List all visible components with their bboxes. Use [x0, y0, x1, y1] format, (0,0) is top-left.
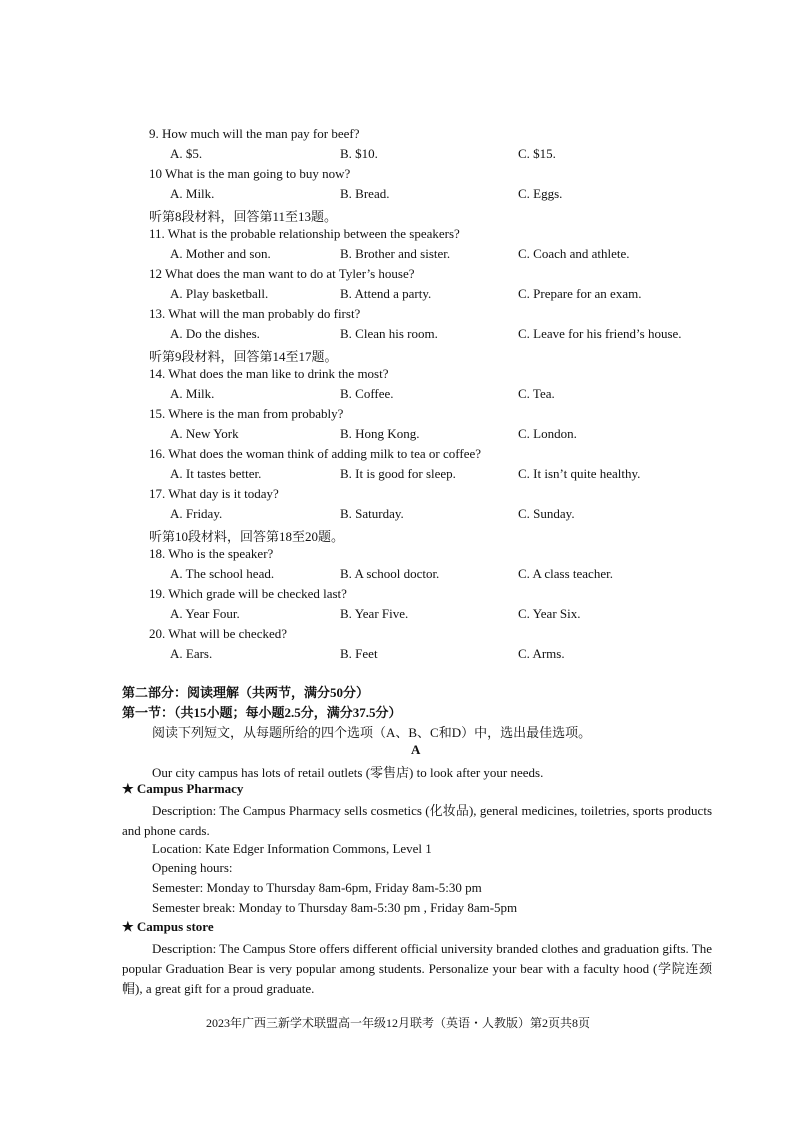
part-two-title: 第二部分：阅读理解（共两节，满分50分）	[122, 685, 370, 700]
option-a: A. Milk.	[170, 386, 215, 401]
option-c: C. Year Six.	[518, 606, 581, 621]
option-b: B. Hong Kong.	[340, 426, 420, 441]
pharmacy-location: Location: Kate Edger Information Commons, Level 1	[152, 841, 432, 856]
option-a: A. Milk.	[170, 186, 215, 201]
option-b: B. It is good for sleep.	[340, 466, 456, 481]
question-text: 17. What day is it today?	[149, 486, 279, 501]
option-c: C. Prepare for an exam.	[518, 286, 642, 301]
option-c: C. A class teacher.	[518, 566, 613, 581]
pharmacy-heading: ★ Campus Pharmacy	[122, 781, 244, 796]
question-text: 9. How much will the man pay for beef?	[149, 126, 360, 141]
option-a: A. The school head.	[170, 566, 275, 581]
page-footer: 2023年广西三新学术联盟高一年级12月联考（英语・人教版）第2页共8页	[206, 1016, 591, 1030]
option-c: C. Tea.	[518, 386, 555, 401]
passage-label: A	[411, 742, 421, 757]
option-a: A. Ears.	[170, 646, 213, 661]
option-a: A. $5.	[170, 146, 203, 161]
question-text: 13. What will the man probably do first?	[149, 306, 361, 321]
question-text: 20. What will be checked?	[149, 626, 288, 641]
question-text: 15. Where is the man from probably?	[149, 406, 344, 421]
option-b: B. Bread.	[340, 186, 390, 201]
option-c: C. $15.	[518, 146, 556, 161]
option-a: A. It tastes better.	[170, 466, 262, 481]
store-heading: ★ Campus store	[122, 919, 214, 934]
passage-intro: Our city campus has lots of retail outlets (零售店) to look after your needs.	[152, 765, 544, 780]
question-text: 11. What is the probable relationship between the speakers?	[149, 226, 460, 241]
option-b: B. Feet	[340, 646, 378, 661]
store-description: Description: The Campus Store offers different official university branded clothes and graduation gifts. The popular Graduation Bear is very popular among students. Personalize your bear with a faculty hood (学院连颈帽), a great gift for a proud graduate.	[122, 941, 712, 996]
option-a: A. Friday.	[170, 506, 223, 521]
instruction-section-9: 听第9段材料，回答第14至17题。	[149, 349, 338, 364]
option-c: C. Eggs.	[518, 186, 563, 201]
option-b: B. Clean his room.	[340, 326, 438, 341]
question-text: 14. What does the man like to drink the most?	[149, 366, 389, 381]
option-a: A. Do the dishes.	[170, 326, 260, 341]
section-one-title: 第一节：（共15小题；每小题2.5分，满分37.5分）	[122, 705, 402, 720]
pharmacy-description: Description: The Campus Pharmacy sells cosmetics (化妆品), general medicines, toiletries, sports products and phone cards.	[122, 803, 712, 838]
option-c: C. Sunday.	[518, 506, 575, 521]
question-text: 18. Who is the speaker?	[149, 546, 274, 561]
pharmacy-opening-label: Opening hours:	[152, 860, 233, 875]
option-a: A. Mother and son.	[170, 246, 271, 261]
option-b: B. Attend a party.	[340, 286, 432, 301]
question-text: 10 What is the man going to buy now?	[149, 166, 351, 181]
option-b: B. Year Five.	[340, 606, 409, 621]
pharmacy-semester-hours: Semester: Monday to Thursday 8am-6pm, Friday 8am-5:30 pm	[152, 880, 482, 895]
option-b: B. A school doctor.	[340, 566, 440, 581]
option-c: C. London.	[518, 426, 577, 441]
option-b: B. Coffee.	[340, 386, 394, 401]
instruction-section-10: 听第10段材料，回答第18至20题。	[149, 529, 345, 544]
instruction-section-8: 听第8段材料，回答第11至13题。	[149, 209, 338, 224]
option-b: B. Saturday.	[340, 506, 404, 521]
question-text: 16. What does the woman think of adding milk to tea or coffee?	[149, 446, 482, 461]
reading-instruction: 阅读下列短文，从每题所给的四个选项（A、B、C和D）中，选出最佳选项。	[152, 725, 592, 740]
option-c: C. Coach and athlete.	[518, 246, 630, 261]
option-b: B. $10.	[340, 146, 378, 161]
option-a: A. Year Four.	[170, 606, 240, 621]
option-c: C. Leave for his friend’s house.	[518, 326, 682, 341]
question-text: 12 What does the man want to do at Tyler’s house?	[149, 266, 415, 281]
pharmacy-break-hours: Semester break: Monday to Thursday 8am-5:30 pm , Friday 8am-5pm	[152, 900, 518, 915]
option-c: C. It isn’t quite healthy.	[518, 466, 641, 481]
question-text: 19. Which grade will be checked last?	[149, 586, 347, 601]
option-a: A. Play basketball.	[170, 286, 269, 301]
option-c: C. Arms.	[518, 646, 565, 661]
option-a: A. New York	[170, 426, 239, 441]
option-b: B. Brother and sister.	[340, 246, 451, 261]
